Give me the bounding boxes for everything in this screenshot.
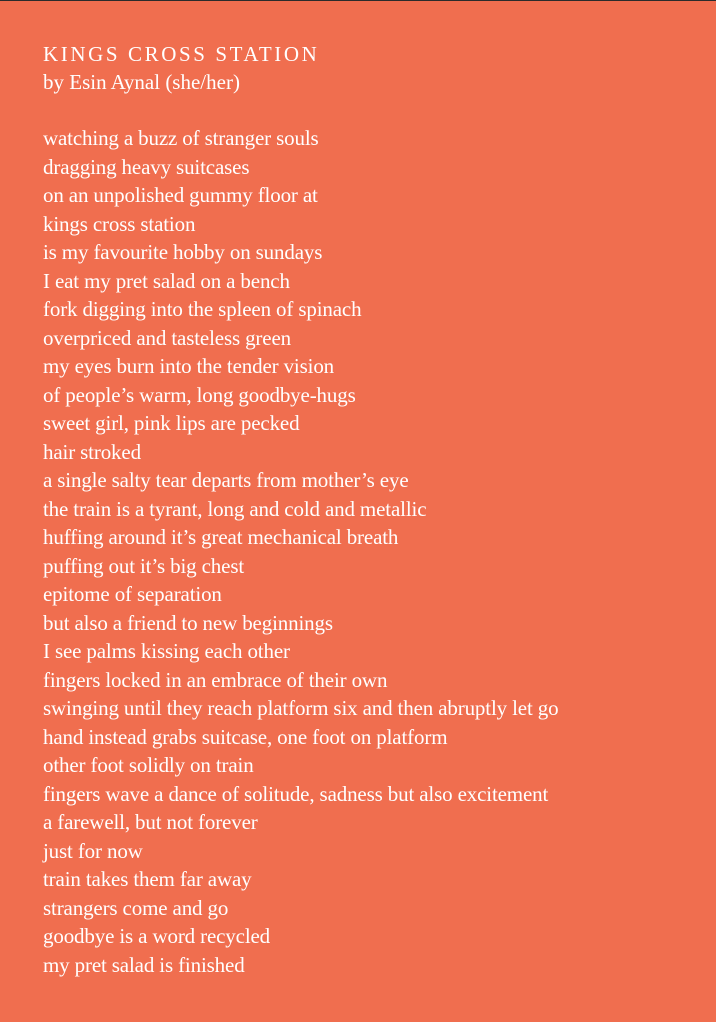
poem-line: hair stroked [43, 439, 141, 464]
poem-line: a farewell, but not forever [43, 810, 258, 834]
poem-line: of people’s warm, long goodbye-hugs [43, 382, 356, 407]
poem-line: fingers wave a dance of solitude, sadness but also excitement [43, 781, 549, 806]
poem-line: dragging heavy suitcases [43, 154, 250, 179]
poem-line: on an unpolished gummy floor at [43, 183, 318, 207]
poem-line: huffing around it’s great mechanical breath [43, 525, 399, 549]
poem-line: overpriced and tasteless green [43, 325, 291, 350]
poem-line: sweet girl, pink lips are pecked [43, 411, 300, 435]
poem-line: my pret salad is finished [43, 952, 245, 977]
poem-body [43, 124, 558, 979]
poem-line: but also a friend to new beginnings [43, 610, 333, 635]
poem-line: fingers locked in an embrace of their own [43, 667, 388, 692]
poem-line: epitome of separation [43, 582, 222, 606]
poem-line: hand instead grabs suitcase, one foot on platform [43, 724, 448, 749]
poem-line: a single salty tear departs from mother’s eye [43, 468, 409, 492]
poem-line: goodbye is a word recycled [43, 924, 271, 948]
poem-line: kings cross station [43, 211, 196, 236]
poem-line: puffing out it’s big chest [43, 553, 245, 578]
poem-line: swinging until they reach platform six and then abruptly let go [43, 696, 559, 720]
poem-line: train takes them far away [43, 867, 252, 891]
poem-title: KINGS CROSS STATION [43, 42, 320, 66]
poem-line: I eat my pret salad on a bench [43, 268, 290, 293]
poem-line: other foot solidly on train [43, 753, 254, 777]
poem-line: strangers come and go [43, 895, 229, 920]
poem-line: my eyes burn into the tender vision [43, 354, 335, 378]
poem-line: watching a buzz of stranger souls [43, 126, 319, 150]
poem-line: fork digging into the spleen of spinach [43, 297, 362, 321]
poem-line: the train is a tyrant, long and cold and metallic [43, 496, 427, 521]
poem-line: is my favourite hobby on sundays [43, 240, 323, 264]
poem-byline: by Esin Aynal (she/her) [43, 70, 240, 94]
poem-line: I see palms kissing each other [43, 639, 290, 663]
poem-line: just for now [43, 838, 143, 863]
